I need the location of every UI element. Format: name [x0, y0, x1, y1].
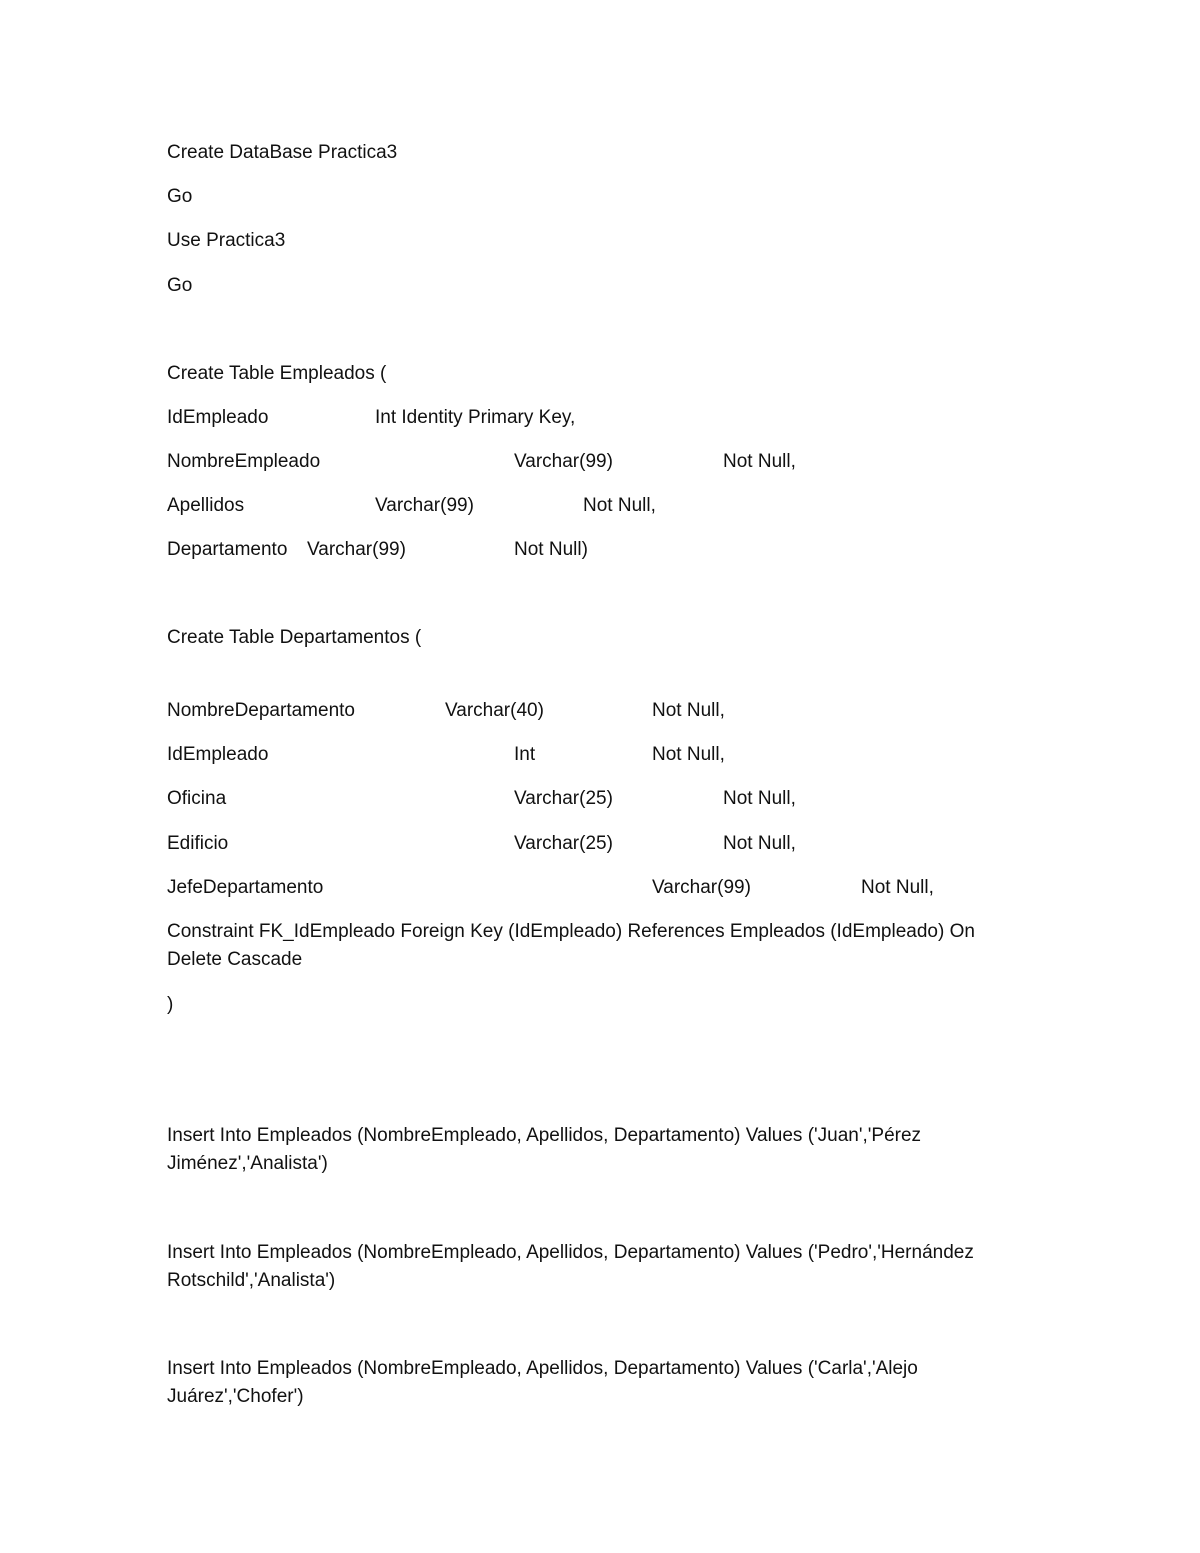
column-name: Departamento — [167, 539, 288, 560]
insert-text-line: Juárez','Chofer') — [167, 1386, 304, 1407]
foreign-key-constraint — [167, 918, 1027, 974]
column-name: Oficina — [167, 788, 227, 809]
column-type: Varchar(25) — [514, 833, 613, 854]
column-constraint: Not Null, — [723, 788, 796, 809]
column-constraint: Not Null) — [514, 539, 588, 560]
insert-statement — [167, 1122, 1027, 1178]
column-name: IdEmpleado — [167, 744, 269, 765]
column-type: Varchar(40) — [445, 700, 544, 721]
close-paren: ) — [167, 994, 174, 1015]
column-type: Varchar(99) — [514, 451, 613, 472]
column-name: Apellidos — [167, 495, 245, 516]
table-header-text: Create Table Departamentos ( — [167, 627, 422, 648]
statement-text: Create DataBase Practica3 — [167, 142, 398, 163]
insert-statement — [167, 1355, 1027, 1411]
statement-text: Use Practica3 — [167, 230, 286, 251]
insert-text-line: Insert Into Empleados (NombreEmpleado, Apellidos, Departamento) Values ('Pedro','Hernández — [167, 1242, 974, 1263]
statement-text: Go — [167, 186, 193, 207]
insert-text-line: Rotschild','Analista') — [167, 1270, 336, 1291]
column-name: NombreEmpleado — [167, 451, 321, 472]
column-type: Varchar(99) — [307, 539, 406, 560]
insert-text-line: Insert Into Empleados (NombreEmpleado, Apellidos, Departamento) Values ('Juan','Pérez — [167, 1125, 922, 1146]
column-name: JefeDepartamento — [167, 877, 324, 898]
column-type: Varchar(99) — [652, 877, 751, 898]
column-constraint: Not Null, — [861, 877, 934, 898]
column-constraint: Not Null, — [652, 744, 725, 765]
constraint-text-line: Delete Cascade — [167, 949, 303, 970]
statement-text: Go — [167, 275, 193, 296]
constraint-text-line: Constraint FK_IdEmpleado Foreign Key (IdEmpleado) References Empleados (IdEmpleado) On — [167, 921, 975, 942]
column-name: NombreDepartamento — [167, 700, 355, 721]
table-header-text: Create Table Empleados ( — [167, 363, 387, 384]
column-constraint: Not Null, — [652, 700, 725, 721]
column-constraint: Not Null, — [723, 451, 796, 472]
insert-statement — [167, 1239, 1027, 1295]
column-name: IdEmpleado — [167, 407, 269, 428]
insert-text-line: Insert Into Empleados (NombreEmpleado, Apellidos, Departamento) Values ('Carla','Alejo — [167, 1358, 918, 1379]
column-type: Int Identity Primary Key, — [375, 407, 576, 428]
column-type: Varchar(25) — [514, 788, 613, 809]
column-name: Edificio — [167, 833, 229, 854]
column-constraint: Not Null, — [583, 495, 656, 516]
column-type: Int — [514, 744, 536, 765]
column-type: Varchar(99) — [375, 495, 474, 516]
insert-text-line: Jiménez','Analista') — [167, 1153, 328, 1174]
column-constraint: Not Null, — [723, 833, 796, 854]
